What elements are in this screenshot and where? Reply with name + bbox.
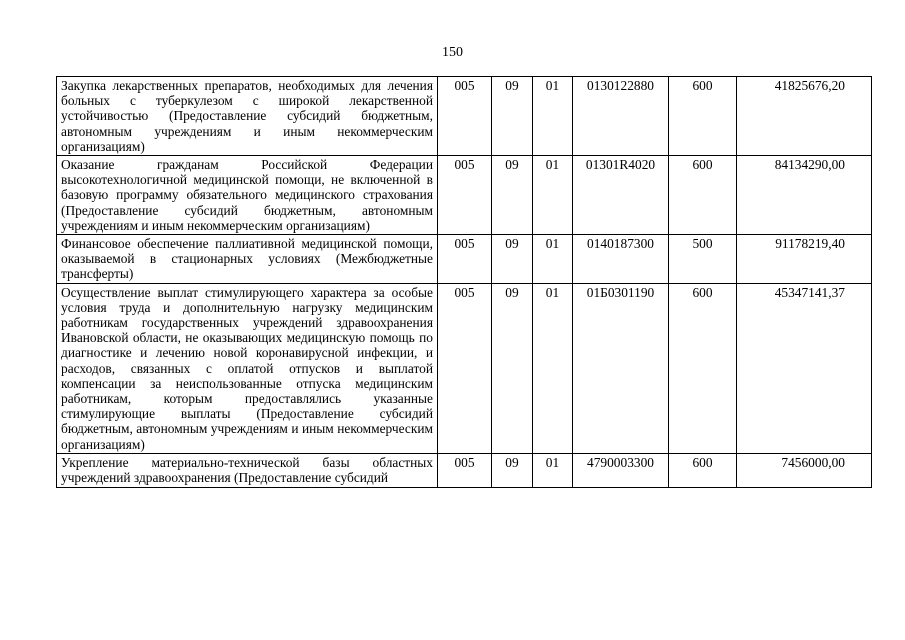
row-amount: 7456000,00: [737, 453, 872, 487]
table-row: [57, 77, 872, 156]
row-description: Оказание гражданам Российской Федерации высокотехнологичной медицинской помощи, не включенной в базовую программу обязательного медицинского страхования (Предоставление субсидий бюджетным, автономным учреждениям и иным некоммерческим организациям): [57, 156, 438, 235]
row-subsection-code: 01: [533, 283, 573, 453]
row-ved-code: 005: [438, 77, 492, 156]
row-section-code: 09: [492, 77, 533, 156]
row-ved-code: 005: [438, 453, 492, 487]
row-description: Укрепление материально-технической базы областных учреждений здравоохранения (Предоставление субсидий: [57, 453, 438, 487]
table-row: [57, 235, 872, 284]
row-target-article-code: 0140187300: [573, 235, 669, 284]
row-section-code: 09: [492, 453, 533, 487]
row-description: Финансовое обеспечение паллиативной медицинской помощи, оказываемой в стационарных условиях (Межбюджетные трансферты): [57, 235, 438, 284]
row-description: Закупка лекарственных препаратов, необходимых для лечения больных с туберкулезом с широкой лекарственной устойчивостью (Предоставление субсидий бюджетным, автономным учреждениям и иным некоммерческим организациям): [57, 77, 438, 156]
row-target-article-code: 0130122880: [573, 77, 669, 156]
row-amount: 91178219,40: [737, 235, 872, 284]
row-subsection-code: 01: [533, 77, 573, 156]
row-subsection-code: 01: [533, 156, 573, 235]
page-number: 150: [442, 45, 463, 60]
row-subsection-code: 01: [533, 453, 573, 487]
row-ved-code: 005: [438, 283, 492, 453]
row-target-article-code: 01301R4020: [573, 156, 669, 235]
row-target-article-code: 4790003300: [573, 453, 669, 487]
row-target-article-code: 01Б0301190: [573, 283, 669, 453]
row-expense-type-code: 500: [669, 235, 737, 284]
row-expense-type-code: 600: [669, 156, 737, 235]
budget-table: [56, 76, 872, 488]
row-section-code: 09: [492, 283, 533, 453]
row-subsection-code: 01: [533, 235, 573, 284]
row-amount: 41825676,20: [737, 77, 872, 156]
table-row: [57, 156, 872, 235]
row-expense-type-code: 600: [669, 453, 737, 487]
row-ved-code: 005: [438, 235, 492, 284]
row-amount: 45347141,37: [737, 283, 872, 453]
row-expense-type-code: 600: [669, 283, 737, 453]
table-row: [57, 283, 872, 453]
table-row: [57, 453, 872, 487]
row-description: Осуществление выплат стимулирующего характера за особые условия труда и дополнительную нагрузку медицинским работникам государственных учреждений здравоохранения Ивановской области, не оказывающих медицинскую помощь по диагностике и лечению новой коронавирусной инфекции, и расходов, связанных с оплатой отпусков и выплатой компенсации за неиспользованные отпуска медицинским работникам, которым предоставлялись указанные стимулирующие выплаты (Предоставление субсидий бюджетным, автономным учреждениям и иным некоммерческим организациям): [57, 283, 438, 453]
row-amount: 84134290,00: [737, 156, 872, 235]
row-section-code: 09: [492, 156, 533, 235]
row-expense-type-code: 600: [669, 77, 737, 156]
row-ved-code: 005: [438, 156, 492, 235]
row-section-code: 09: [492, 235, 533, 284]
